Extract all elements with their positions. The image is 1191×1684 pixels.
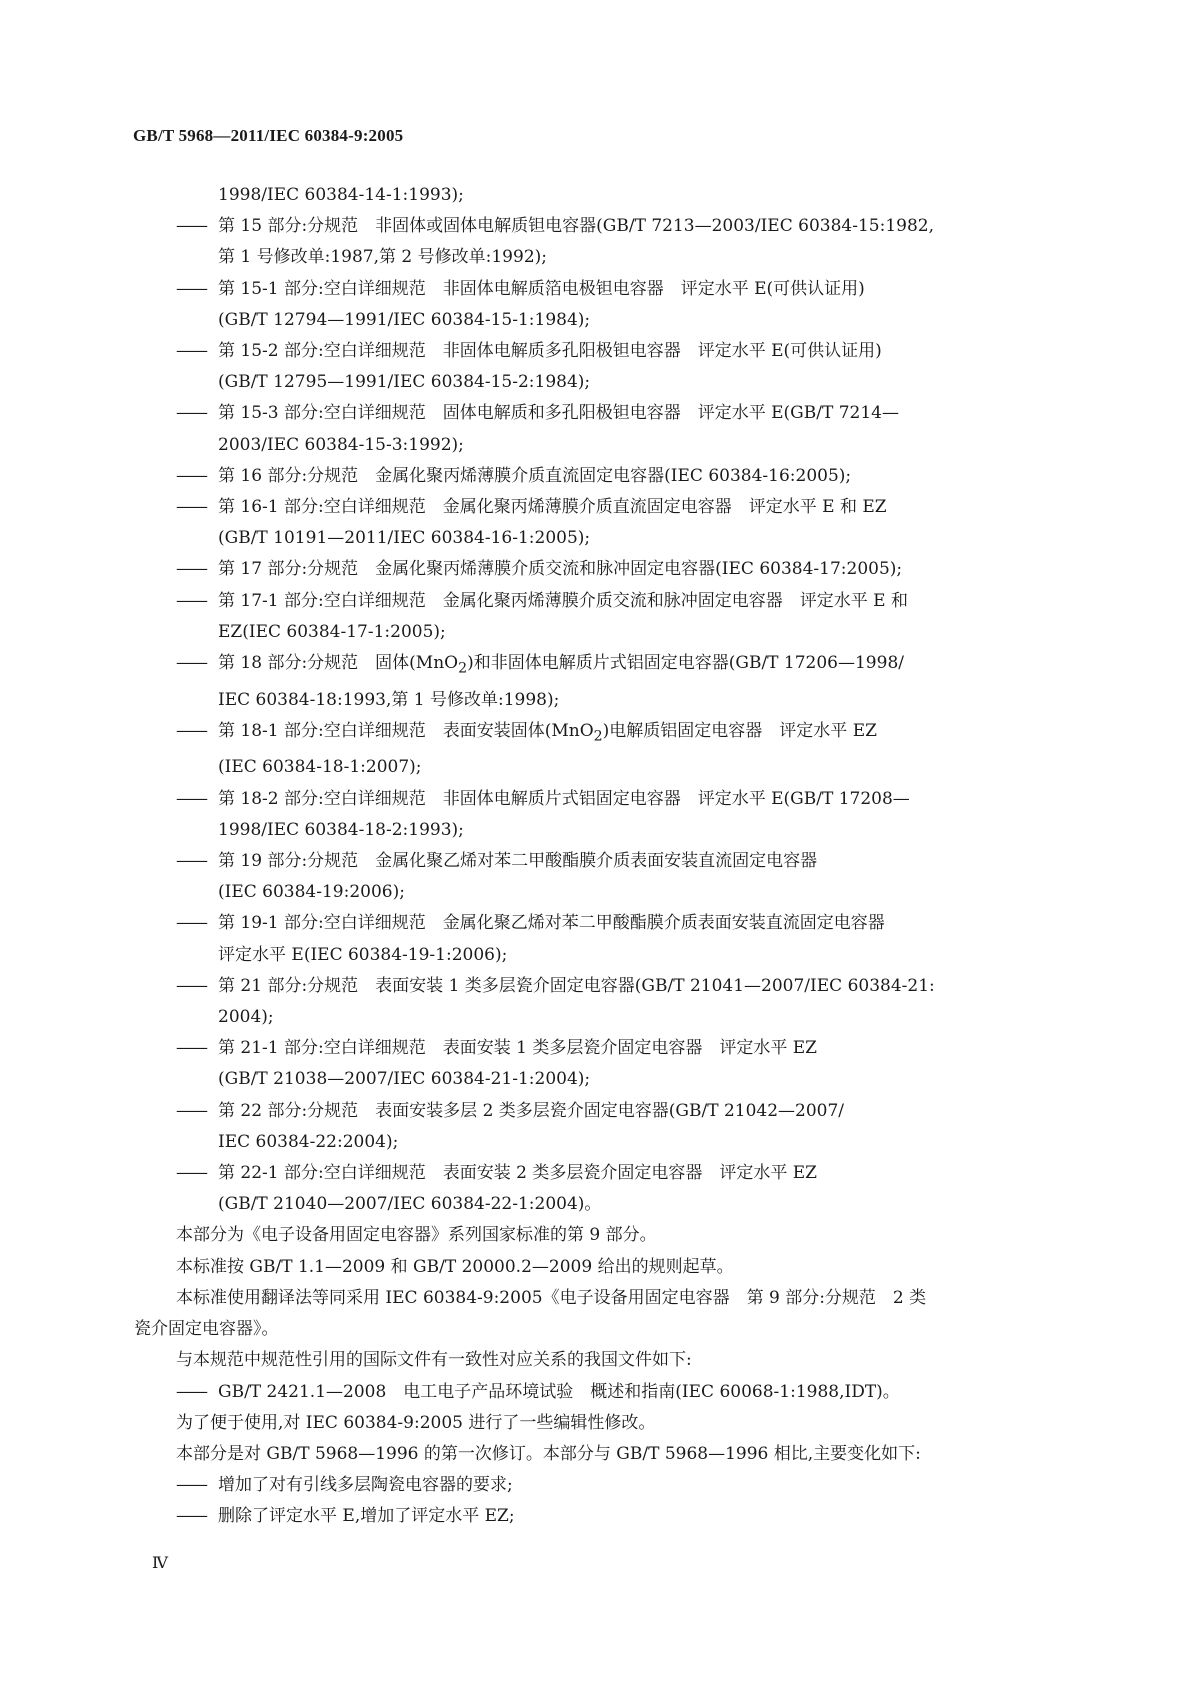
dash-marker: —— [176, 590, 206, 611]
text-line: GB/T 2421.1—2008 电工电子产品环境试验 概述和指南(IEC 60068-1:1988,IDT)。 [218, 1381, 900, 1402]
list-item [176, 648, 1056, 716]
text-line: 第 16-1 部分:空白详细规范 金属化聚丙烯薄膜介质直流固定电容器 评定水平 E 和 EZ [218, 497, 887, 518]
dash-marker: —— [176, 1100, 206, 1121]
list-item [176, 336, 1056, 398]
text-line: 第 15-2 部分:空白详细规范 非固体电解质多孔阳极钽电容器 评定水平 E(可供认证用) [218, 341, 882, 362]
dash-marker: —— [176, 1506, 206, 1527]
text-line: (GB/T 12794—1991/IEC 60384-15-1:1984); [218, 309, 591, 330]
text-line: 第 22-1 部分:空白详细规范 表面安装 2 类多层瓷介固定电容器 评定水平 EZ [218, 1163, 817, 1184]
paragraph: 为了便于使用,对 IEC 60384-9:2005 进行了一些编辑性修改。 [176, 1412, 656, 1433]
dash-marker: —— [176, 1475, 206, 1496]
text-line: 第 17 部分:分规范 金属化聚丙烯薄膜介质交流和脉冲固定电容器(IEC 60384-17:2005); [218, 559, 903, 580]
text-line: 第 17-1 部分:空白详细规范 金属化聚丙烯薄膜介质交流和脉冲固定电容器 评定水平 E 和 [218, 590, 908, 611]
text-line: (GB/T 21038—2007/IEC 60384-21-1:2004); [218, 1069, 591, 1090]
list-item [176, 398, 1056, 460]
text-line: IEC 60384-22:2004); [218, 1131, 399, 1152]
text-line: (GB/T 21040—2007/IEC 60384-22-1:2004)。 [218, 1194, 602, 1215]
paragraph: 本标准按 GB/T 1.1—2009 和 GB/T 20000.2—2009 给出的规则起草。 [176, 1256, 734, 1277]
text-fragment: )和非固体电解质片式铝固定电容器(GB/T 17206—1998/ [467, 653, 904, 674]
dash-marker: —— [176, 403, 206, 424]
text-fragment: 第 18 部分:分规范 固体(MnO [218, 653, 459, 674]
list-item [176, 784, 1056, 846]
text-line: 增加了对有引线多层陶瓷电容器的要求; [218, 1475, 513, 1496]
text-line: 第 19-1 部分:空白详细规范 金属化聚乙烯对苯二甲酸酯膜介质表面安装直流固定电容器 [218, 913, 885, 934]
list-item [176, 908, 1056, 970]
list-item [176, 211, 1056, 273]
text-line: (GB/T 12795—1991/IEC 60384-15-2:1984); [218, 372, 591, 393]
dash-marker: —— [176, 497, 206, 518]
list-item [176, 492, 1056, 554]
text-line: 删除了评定水平 E,增加了评定水平 EZ; [218, 1506, 515, 1527]
text-line: EZ(IEC 60384-17-1:2005); [218, 621, 446, 642]
text-line: 第 21-1 部分:空白详细规范 表面安装 1 类多层瓷介固定电容器 评定水平 EZ [218, 1038, 817, 1059]
list-item [176, 971, 1056, 1033]
text-line: IEC 60384-18:1993,第 1 号修改单:1998); [218, 689, 560, 710]
list-item [176, 554, 1056, 585]
list-item [176, 1501, 1056, 1532]
document-header: GB/T 5968—2011/IEC 60384-9:2005 [133, 126, 404, 145]
text-line: 第 15 部分:分规范 非固体或固体电解质钽电容器(GB/T 7213—2003/IEC 60384-15:1982, [218, 216, 934, 237]
dash-marker: —— [176, 341, 206, 362]
list-item [176, 586, 1056, 648]
text-line: 2004); [218, 1007, 274, 1028]
list-item [176, 846, 1056, 908]
list-item [176, 1096, 1056, 1158]
text-line: 第 1 号修改单:1987,第 2 号修改单:1992); [218, 247, 547, 268]
text-line: 本标准使用翻译法等同采用 IEC 60384-9:2005《电子设备用固定电容器 第 9 部分:分规范 2 类 [176, 1287, 927, 1308]
list-item [176, 716, 1056, 784]
list-item [176, 1158, 1056, 1220]
text-line: (IEC 60384-19:2006); [218, 882, 405, 903]
dash-marker: —— [176, 1038, 206, 1059]
text-line: 第 16 部分:分规范 金属化聚丙烯薄膜介质直流固定电容器(IEC 60384-16:2005); [218, 465, 852, 486]
text-line [218, 716, 1056, 753]
text-line: 第 19 部分:分规范 金属化聚乙烯对苯二甲酸酯膜介质表面安装直流固定电容器 [218, 851, 818, 872]
dash-marker: —— [176, 1381, 206, 1402]
text-line: 第 21 部分:分规范 表面安装 1 类多层瓷介固定电容器(GB/T 21041—2007/IEC 60384-21: [218, 975, 935, 996]
text-line: 瓷介固定电容器》。 [134, 1319, 279, 1340]
text-line: 第 15-1 部分:空白详细规范 非固体电解质箔电极钽电容器 评定水平 E(可供认证用) [218, 278, 865, 299]
text-fragment: )电解质铝固定电容器 评定水平 EZ [602, 720, 877, 741]
list-item [176, 461, 1056, 492]
text-line: 第 22 部分:分规范 表面安装多层 2 类多层瓷介固定电容器(GB/T 21042—2007/ [218, 1100, 845, 1121]
page-number: Ⅳ [152, 1555, 168, 1572]
list-item [176, 1470, 1056, 1501]
dash-marker: —— [176, 851, 206, 872]
text-fragment: 第 18-1 部分:空白详细规范 表面安装固体(MnO [218, 720, 594, 741]
paragraph: 与本规范中规范性引用的国际文件有一致性对应关系的我国文件如下: [176, 1350, 692, 1371]
dash-marker: —— [176, 216, 206, 237]
text-line: 1998/IEC 60384-14-1:1993); [218, 185, 464, 205]
paragraph: 本部分为《电子设备用固定电容器》系列国家标准的第 9 部分。 [176, 1225, 657, 1246]
text-line: (GB/T 10191—2011/IEC 60384-16-1:2005); [218, 528, 591, 549]
dash-marker: —— [176, 278, 206, 299]
text-line: 第 15-3 部分:空白详细规范 固体电解质和多孔阳极钽电容器 评定水平 E(GB/T 7214— [218, 403, 899, 424]
page-content [134, 180, 1056, 1533]
text-line: 评定水平 E(IEC 60384-19-1:2006); [218, 944, 508, 965]
dash-marker: —— [176, 913, 206, 934]
dash-marker: —— [176, 975, 206, 996]
text-line [218, 648, 1056, 685]
subscript: 2 [593, 728, 603, 745]
dash-marker: —— [176, 653, 206, 674]
paragraph [134, 1283, 1056, 1345]
dash-marker: —— [176, 788, 206, 809]
subscript: 2 [458, 660, 468, 677]
paragraph: 本部分是对 GB/T 5968—1996 的第一次修订。本部分与 GB/T 5968—1996 相比,主要变化如下: [176, 1443, 921, 1464]
text-line: (IEC 60384-18-1:2007); [218, 757, 422, 778]
list-item [176, 1033, 1056, 1095]
text-line: 2003/IEC 60384-15-3:1992); [218, 434, 464, 455]
list-item [176, 274, 1056, 336]
dash-marker: —— [176, 465, 206, 486]
text-line: 第 18-2 部分:空白详细规范 非固体电解质片式铝固定电容器 评定水平 E(GB/T 17208— [218, 788, 910, 809]
list-item [176, 1377, 1056, 1408]
dash-marker: —— [176, 1163, 206, 1184]
dash-marker: —— [176, 559, 206, 580]
text-line: 1998/IEC 60384-18-2:1993); [218, 819, 464, 840]
dash-marker: —— [176, 720, 206, 741]
